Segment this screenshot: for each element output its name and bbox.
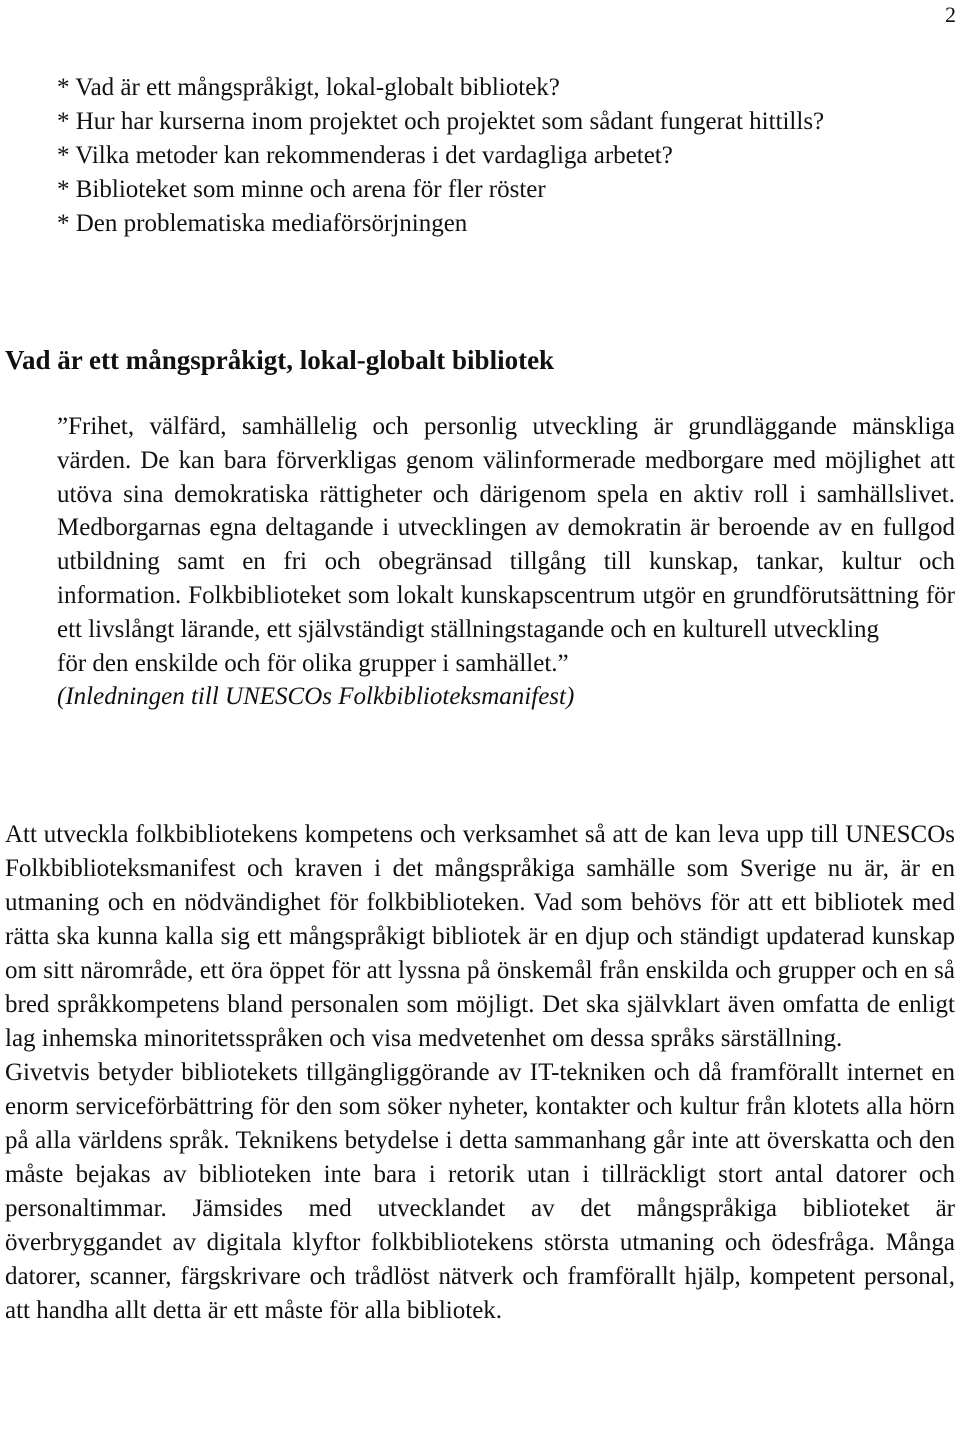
bullet-item: * Den problematiska mediaförsörjningen — [57, 210, 468, 237]
quote-text: ”Frihet, välfärd, samhällelig och personlig utveckling är grundläggande mänskliga värden. De kan bara förverkligas genom välinformerade medborgare med möjlighet att utöva sina demokratiska rättigheter och därigenom spela en aktiv roll i samhällslivet. Medborgarnas egna deltagande i utvecklingen av demokratin är beroende av en fullgod utbildning samt en fri och obegränsad tillgång till kunskap, tankar, kultur och information. Folkbiblioteket som lokalt kunskapscentrum utgör en grundförutsättning för ett livslångt lärande, ett självständigt ställningstagande och en kulturell utveckling — [57, 413, 955, 643]
body-text — [5, 818, 955, 1328]
page-number: 2 — [945, 2, 956, 27]
body-paragraph: Att utveckla folkbibliotekens kompetens och verksamhet så att de kan leva upp till UNESCOs Folkbiblioteksmanifest och kraven i det mångspråkiga samhälle som Sverige nu är, är en utmaning och en nödvändighet för folkbiblioteken. Vad som behövs för att ett bibliotek med rätta ska kunna kalla sig ett mångspråkigt bibliotek är en djup och ständigt updaterad kunskap om sitt närområde, ett öra öppet för att lyssna på önskemål från enskilda och grupper och en så bred språkkompetens bland personalen som möjligt. Det ska självklart även omfatta de enligt lag inhemska minoritetsspråken och visa medvetenhet om dessa språks särställning. — [5, 821, 955, 1052]
bullet-item: * Vilka metoder kan rekommenderas i det vardagliga arbetet? — [57, 142, 673, 169]
quote-source: (Inledningen till UNESCOs Folkbiblioteksmanifest) — [57, 683, 575, 711]
bullet-item: * Biblioteket som minne och arena för fler röster — [57, 176, 546, 203]
bullet-item: * Vad är ett mångspråkigt, lokal-globalt bibliotek? — [57, 74, 560, 101]
body-paragraph: Givetvis betyder bibliotekets tillgängliggörande av IT-tekniken och då framförallt internet en enorm serviceförbättring för den som söker nyheter, kontakter och kultur från klotets alla hörn på alla världens språk. Teknikens betydelse i detta sammanhang går inte att överskatta och den måste bejakas av biblioteken inte bara i retorik utan i tillräckligt stort antal datorer och personaltimmar. Jämsides med utvecklandet av det mångspråkiga biblioteket är överbryggandet av digitala klyftor folkbibliotekens största utmaning och ödesfråga. Många datorer, scanner, färgskrivare och trådlöst nätverk och framförallt hjälp, kompetent personal, att handha allt detta är ett måste för alla bibliotek. — [5, 1059, 955, 1324]
section-heading: Vad är ett mångspråkigt, lokal-globalt bibliotek — [5, 345, 555, 375]
bullet-item: * Hur har kurserna inom projektet och projektet som sådant fungerat hittills? — [57, 108, 825, 135]
manifesto-quote — [57, 410, 955, 714]
quote-closing-line: för den enskilde och för olika grupper i samhället.” — [57, 649, 569, 677]
bullet-list — [57, 71, 955, 241]
